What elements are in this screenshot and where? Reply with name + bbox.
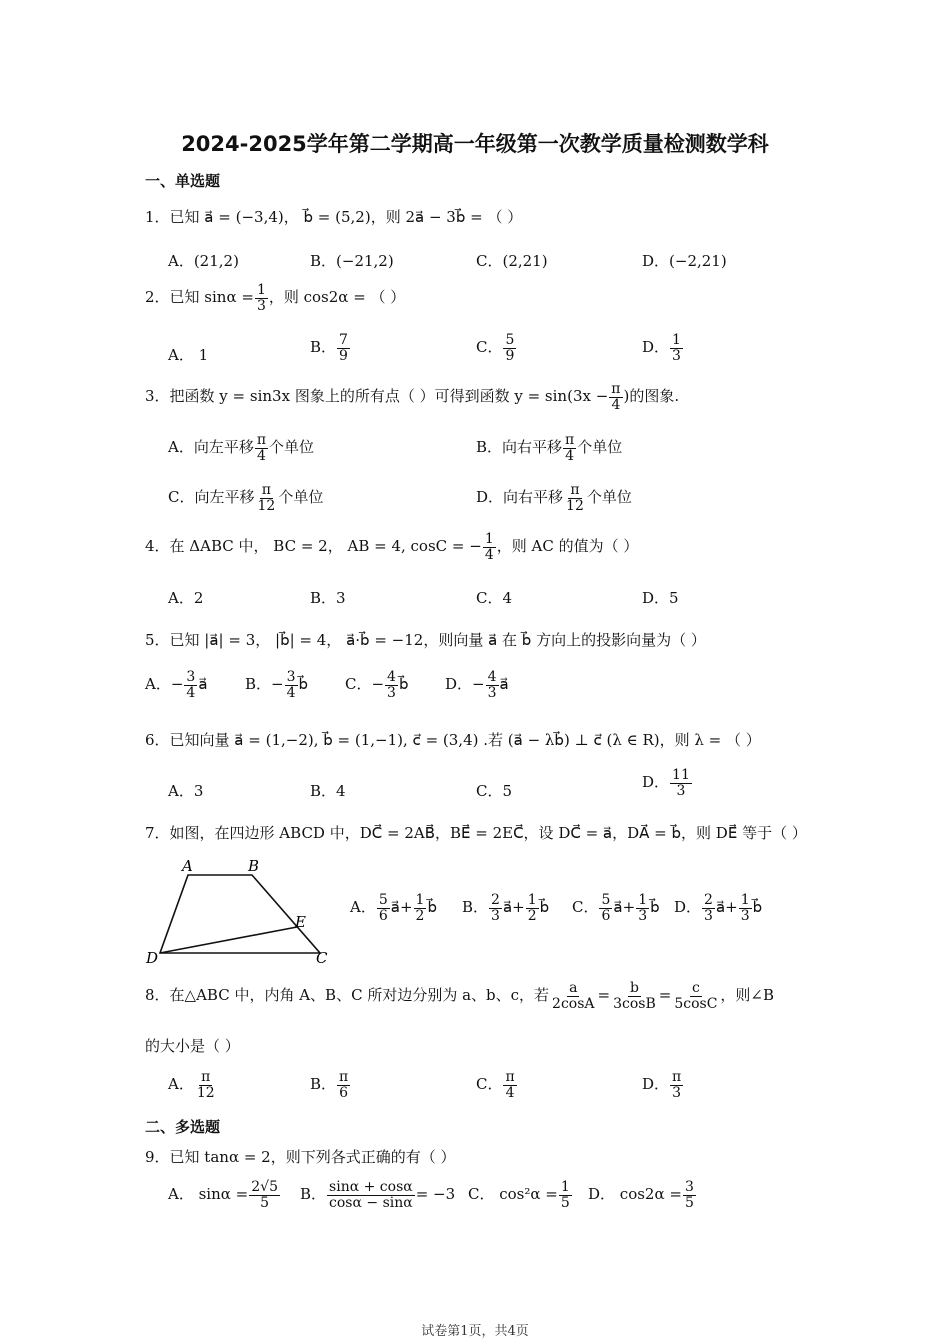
vertex-b-label: B [248,857,260,875]
q9-option-d: D． cos2α = $\frac{3}{5}$ [588,1179,694,1211]
q8-option-a: A． $\frac{\pi}{12}$ [168,1069,215,1101]
page-footer: 试卷第1页，共4页 [421,1324,529,1339]
q3-option-a: A．向左平移 $\frac{\pi}{4}$ 个单位 [168,432,315,464]
q1-option-a: A．(21,2) [168,252,239,270]
q4-option-b: B．3 [310,589,346,607]
q5-option-b: B．− $\frac{3}{4}$ b⃗ [245,669,309,701]
q3-option-d: D．向右平移 $\frac{\pi}{12}$ 个单位 [476,482,632,514]
q6-option-c: C．5 [476,782,513,800]
q9-option-b: B． $\frac{\sin\alpha + \cos\alpha}{\cos\alpha - \sin\alpha}$ = −3 [300,1179,456,1211]
section-single-choice: 一、单选题 [145,172,221,190]
q4-option-d: D．5 [642,589,679,607]
question-1-stem: 1．已知 a⃗ = (−3,4)， b⃗ = (5,2)，则 2a⃗ − 3b⃗ = （ ） [145,208,523,226]
question-7-stem: 7．如图，在四边形 ABCD 中，DC⃗ = 2AB⃗，BE⃗ = 2EC⃗，设 DC⃗ = a⃗，DA⃗ = b⃗，则 DE⃗ 等于（ ） [145,824,807,842]
q2-option-a: A． 1 [168,346,209,364]
q4-option-a: A．2 [168,589,204,607]
question-9-stem: 9．已知 tanα = 2，则下列各式正确的有（ ） [145,1148,456,1166]
q8-option-d: D． $\frac{\pi}{3}$ [642,1069,682,1101]
q7-option-d: D． $\frac{2}{3}$ a⃗+ $\frac{1}{3}$ b⃗ [674,892,763,924]
segment-de [160,927,297,953]
q2-option-d: D． $\frac{1}{3}$ [642,332,681,364]
question-6-stem: 6．已知向量 a⃗ = (1,−2), b⃗ = (1,−1), c⃗ = (3,4) .若 (a⃗ − λb⃗) ⊥ c⃗ (λ ∈ R)，则 λ = （ ） [145,731,761,749]
q3-option-c: C．向左平移 $\frac{\pi}{12}$ 个单位 [168,482,324,514]
question-8-stem-line2: 的大小是（ ） [145,1037,240,1055]
q5-option-d: D．− $\frac{4}{3}$ a⃗ [445,669,509,701]
q6-option-d: D． $\frac{11}{3}$ [642,767,690,799]
q1-option-c: C．(2,21) [476,252,548,270]
vertex-c-label: C [316,949,328,967]
question-2-stem: 2．已知 sinα = $\frac{1}{3}$ ，则 cos2α = （ ） [145,282,406,314]
q1-option-b: B．(−21,2) [310,252,394,270]
question-8-stem: 8．在△ABC 中，内角 A、B、C 所对边分别为 a、b、c，若 $\frac{a}{2\cos A}$ = $\frac{b}{3\cos B}$ = $\frac{c}{5\cos C}$ ，则∠B [145,980,775,1012]
vertex-d-label: D [146,949,159,967]
q3-option-b: B．向右平移 $\frac{\pi}{4}$ 个单位 [476,432,623,464]
question-3-stem: 3．把函数 y = sin3x 图象上的所有点（ ）可得到函数 y = sin(3x − $\frac{\pi}{4}$ )的图象. [145,381,680,413]
q9-option-c: C． cos²α = $\frac{1}{5}$ [468,1179,570,1211]
question-4-stem: 4．在 ΔABC 中， BC = 2， AB = 4, cosC = − $\frac{1}{4}$ ，则 AC 的值为（ ） [145,531,639,563]
page-title: 2024-2025学年第二学期高一年级第一次教学质量检测数学科 [181,132,769,156]
q6-option-b: B．4 [310,782,346,800]
q7-option-a: A． $\frac{5}{6}$ a⃗+ $\frac{1}{2}$ b⃗ [350,892,437,924]
question-5-stem: 5．已知 |a⃗| = 3， |b⃗| = 4， a⃗·b⃗ = −12，则向量 a⃗ 在 b⃗ 方向上的投影向量为（ ） [145,631,706,649]
q8-option-b: B． $\frac{\pi}{6}$ [310,1069,349,1101]
quadrilateral-figure [140,855,340,970]
q6-option-a: A．3 [168,782,204,800]
q5-option-c: C．− $\frac{4}{3}$ b⃗ [345,669,409,701]
q4-option-c: C．4 [476,589,513,607]
q2-option-c: C． $\frac{5}{9}$ [476,332,515,364]
q7-option-c: C． $\frac{5}{6}$ a⃗+ $\frac{1}{3}$ b⃗ [572,892,660,924]
q7-option-b: B． $\frac{2}{3}$ a⃗+ $\frac{1}{2}$ b⃗ [462,892,550,924]
q2-option-b: B． $\frac{7}{9}$ [310,332,348,364]
section-multiple-choice: 二、多选题 [145,1118,221,1136]
q8-option-c: C． $\frac{\pi}{4}$ [476,1069,515,1101]
q5-option-a: A．− $\frac{3}{4}$ a⃗ [145,669,208,701]
vertex-e-label: E [295,913,306,931]
vertex-a-label: A [182,857,193,875]
q1-option-d: D．(−2,21) [642,252,727,270]
q9-option-a: A． sinα = $\frac{2√5}{5}$ [168,1179,278,1211]
